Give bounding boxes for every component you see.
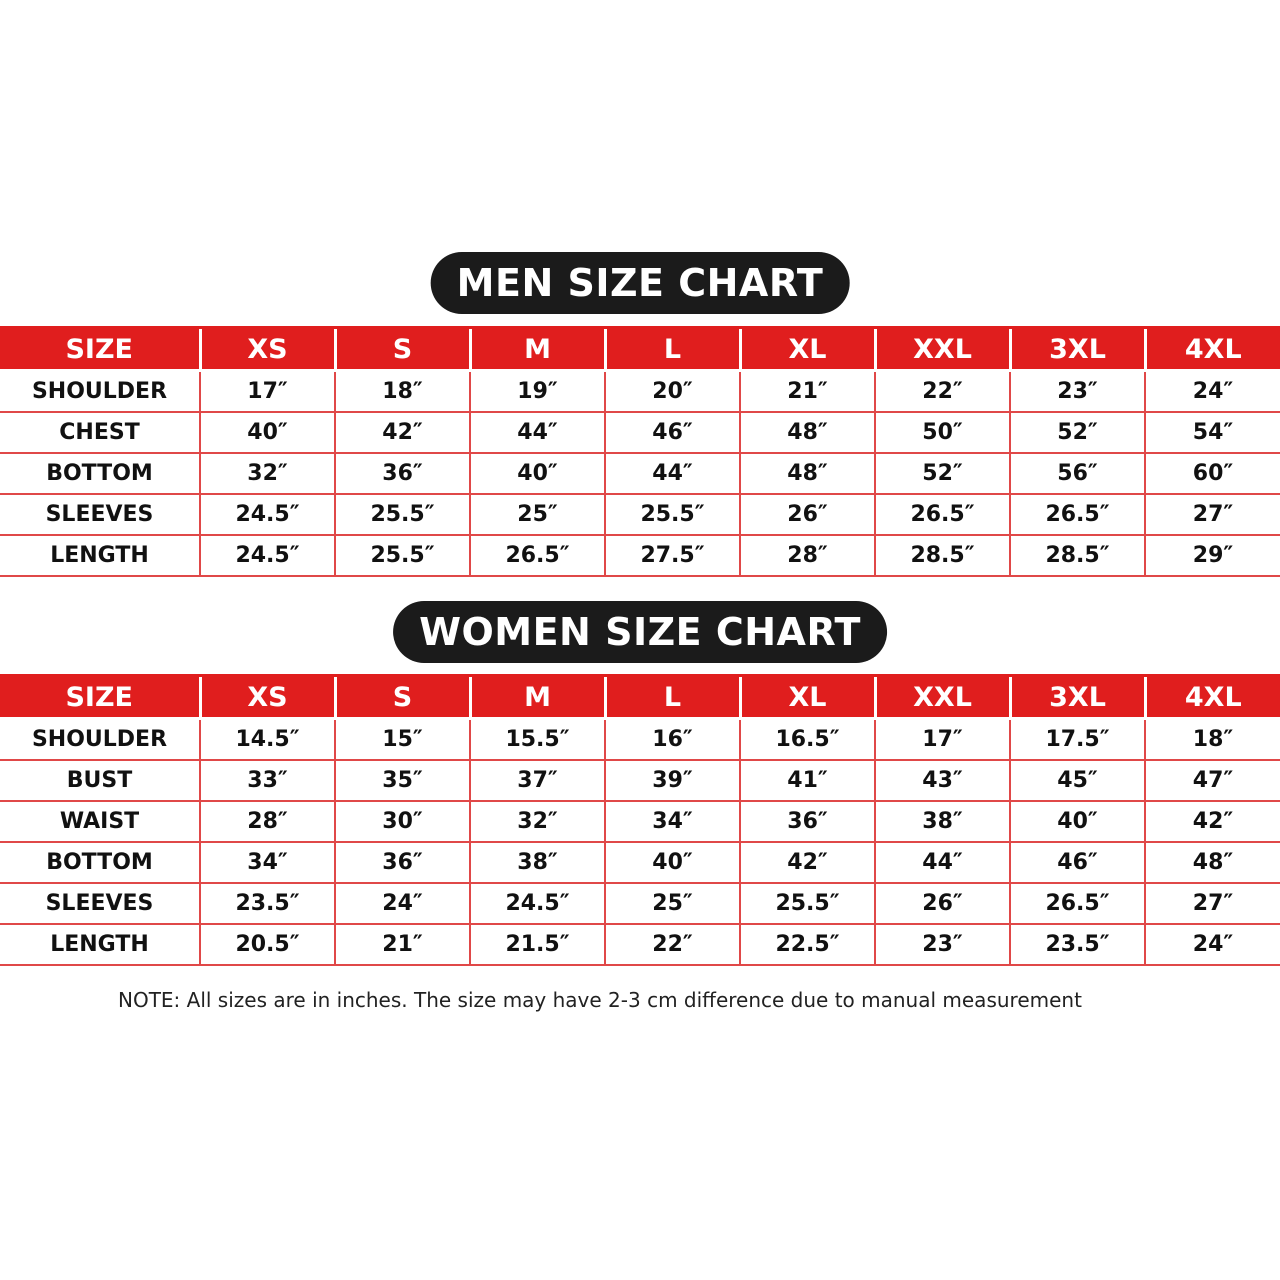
row-label: LENGTH	[0, 924, 200, 965]
table-cell: 42″	[335, 412, 470, 453]
table-cell: 40″	[200, 412, 335, 453]
table-cell: 28.5″	[1010, 535, 1145, 576]
table-cell: 21″	[740, 371, 875, 413]
men-header-l: L	[605, 328, 740, 371]
table-cell: 28″	[740, 535, 875, 576]
table-cell: 48″	[740, 453, 875, 494]
row-label: BUST	[0, 760, 200, 801]
table-cell: 38″	[470, 842, 605, 883]
men-row-bottom	[0, 453, 1280, 494]
table-cell: 24″	[1145, 371, 1280, 413]
men-row-length	[0, 535, 1280, 576]
row-label: CHEST	[0, 412, 200, 453]
table-cell: 27″	[1145, 883, 1280, 924]
table-cell: 26.5″	[1010, 494, 1145, 535]
table-cell: 28″	[200, 801, 335, 842]
men-row-sleeves	[0, 494, 1280, 535]
table-cell: 26.5″	[470, 535, 605, 576]
women-row-bottom	[0, 842, 1280, 883]
table-cell: 27″	[1145, 494, 1280, 535]
table-cell: 23″	[875, 924, 1010, 965]
table-cell: 37″	[470, 760, 605, 801]
table-cell: 24″	[335, 883, 470, 924]
table-cell: 34″	[200, 842, 335, 883]
table-cell: 23.5″	[200, 883, 335, 924]
table-cell: 25″	[605, 883, 740, 924]
table-cell: 30″	[335, 801, 470, 842]
table-cell: 22″	[605, 924, 740, 965]
table-cell: 45″	[1010, 760, 1145, 801]
women-header-4xl: 4XL	[1145, 676, 1280, 719]
table-cell: 32″	[200, 453, 335, 494]
row-label: BOTTOM	[0, 453, 200, 494]
table-cell: 34″	[605, 801, 740, 842]
row-label: BOTTOM	[0, 842, 200, 883]
table-cell: 38″	[875, 801, 1010, 842]
table-cell: 25.5″	[335, 535, 470, 576]
row-label: LENGTH	[0, 535, 200, 576]
table-cell: 17″	[200, 371, 335, 413]
men-header-xs: XS	[200, 328, 335, 371]
table-cell: 29″	[1145, 535, 1280, 576]
table-cell: 52″	[1010, 412, 1145, 453]
table-cell: 41″	[740, 760, 875, 801]
row-label: SLEEVES	[0, 494, 200, 535]
men-header-4xl: 4XL	[1145, 328, 1280, 371]
table-cell: 25.5″	[605, 494, 740, 535]
table-cell: 17.5″	[1010, 719, 1145, 761]
table-cell: 19″	[470, 371, 605, 413]
table-cell: 52″	[875, 453, 1010, 494]
row-label: WAIST	[0, 801, 200, 842]
table-cell: 40″	[1010, 801, 1145, 842]
table-cell: 23.5″	[1010, 924, 1145, 965]
table-cell: 50″	[875, 412, 1010, 453]
table-cell: 32″	[470, 801, 605, 842]
women-header-s: S	[335, 676, 470, 719]
table-cell: 26.5″	[875, 494, 1010, 535]
table-cell: 36″	[740, 801, 875, 842]
women-size-chart-title: WOMEN SIZE CHART	[393, 601, 887, 663]
table-cell: 20″	[605, 371, 740, 413]
table-cell: 54″	[1145, 412, 1280, 453]
men-row-chest	[0, 412, 1280, 453]
table-cell: 24″	[1145, 924, 1280, 965]
women-row-sleeves	[0, 883, 1280, 924]
table-cell: 44″	[605, 453, 740, 494]
table-cell: 18″	[1145, 719, 1280, 761]
table-cell: 48″	[1145, 842, 1280, 883]
table-cell: 44″	[875, 842, 1010, 883]
table-cell: 25.5″	[335, 494, 470, 535]
men-header-xxl: XXL	[875, 328, 1010, 371]
table-cell: 36″	[335, 842, 470, 883]
table-cell: 40″	[605, 842, 740, 883]
women-row-length	[0, 924, 1280, 965]
table-cell: 60″	[1145, 453, 1280, 494]
table-cell: 42″	[740, 842, 875, 883]
table-cell: 35″	[335, 760, 470, 801]
table-cell: 24.5″	[200, 535, 335, 576]
table-cell: 26″	[875, 883, 1010, 924]
table-cell: 21″	[335, 924, 470, 965]
table-cell: 14.5″	[200, 719, 335, 761]
table-cell: 47″	[1145, 760, 1280, 801]
table-cell: 48″	[740, 412, 875, 453]
table-cell: 22″	[875, 371, 1010, 413]
women-row-shoulder	[0, 719, 1280, 761]
table-cell: 42″	[1145, 801, 1280, 842]
table-cell: 26.5″	[1010, 883, 1145, 924]
table-cell: 46″	[605, 412, 740, 453]
men-header-xl: XL	[740, 328, 875, 371]
table-cell: 27.5″	[605, 535, 740, 576]
row-label: SHOULDER	[0, 719, 200, 761]
table-cell: 22.5″	[740, 924, 875, 965]
table-cell: 24.5″	[200, 494, 335, 535]
table-cell: 40″	[470, 453, 605, 494]
table-cell: 25″	[470, 494, 605, 535]
table-cell: 43″	[875, 760, 1010, 801]
table-cell: 46″	[1010, 842, 1145, 883]
men-header-size-label: SIZE	[0, 328, 200, 371]
men-header-row	[0, 328, 1280, 371]
table-cell: 17″	[875, 719, 1010, 761]
table-cell: 36″	[335, 453, 470, 494]
men-size-table	[0, 326, 1280, 577]
table-cell: 33″	[200, 760, 335, 801]
table-cell: 15″	[335, 719, 470, 761]
table-cell: 26″	[740, 494, 875, 535]
women-header-xl: XL	[740, 676, 875, 719]
women-header-3xl: 3XL	[1010, 676, 1145, 719]
table-cell: 25.5″	[740, 883, 875, 924]
row-label: SLEEVES	[0, 883, 200, 924]
table-cell: 24.5″	[470, 883, 605, 924]
table-cell: 28.5″	[875, 535, 1010, 576]
table-cell: 18″	[335, 371, 470, 413]
women-header-xxl: XXL	[875, 676, 1010, 719]
men-row-shoulder	[0, 371, 1280, 413]
women-header-l: L	[605, 676, 740, 719]
table-cell: 56″	[1010, 453, 1145, 494]
women-row-waist	[0, 801, 1280, 842]
women-header-m: M	[470, 676, 605, 719]
table-cell: 15.5″	[470, 719, 605, 761]
women-header-size-label: SIZE	[0, 676, 200, 719]
table-cell: 23″	[1010, 371, 1145, 413]
women-row-bust	[0, 760, 1280, 801]
men-size-chart-title: MEN SIZE CHART	[431, 252, 850, 314]
table-cell: 44″	[470, 412, 605, 453]
women-size-table	[0, 674, 1280, 966]
women-header-xs: XS	[200, 676, 335, 719]
men-header-3xl: 3XL	[1010, 328, 1145, 371]
men-header-m: M	[470, 328, 605, 371]
table-cell: 39″	[605, 760, 740, 801]
table-cell: 20.5″	[200, 924, 335, 965]
measurement-note: NOTE: All sizes are in inches. The size may have 2-3 cm difference due to manual measurement	[118, 988, 1082, 1012]
men-header-s: S	[335, 328, 470, 371]
women-header-row	[0, 676, 1280, 719]
row-label: SHOULDER	[0, 371, 200, 413]
table-cell: 16″	[605, 719, 740, 761]
table-cell: 21.5″	[470, 924, 605, 965]
table-cell: 16.5″	[740, 719, 875, 761]
